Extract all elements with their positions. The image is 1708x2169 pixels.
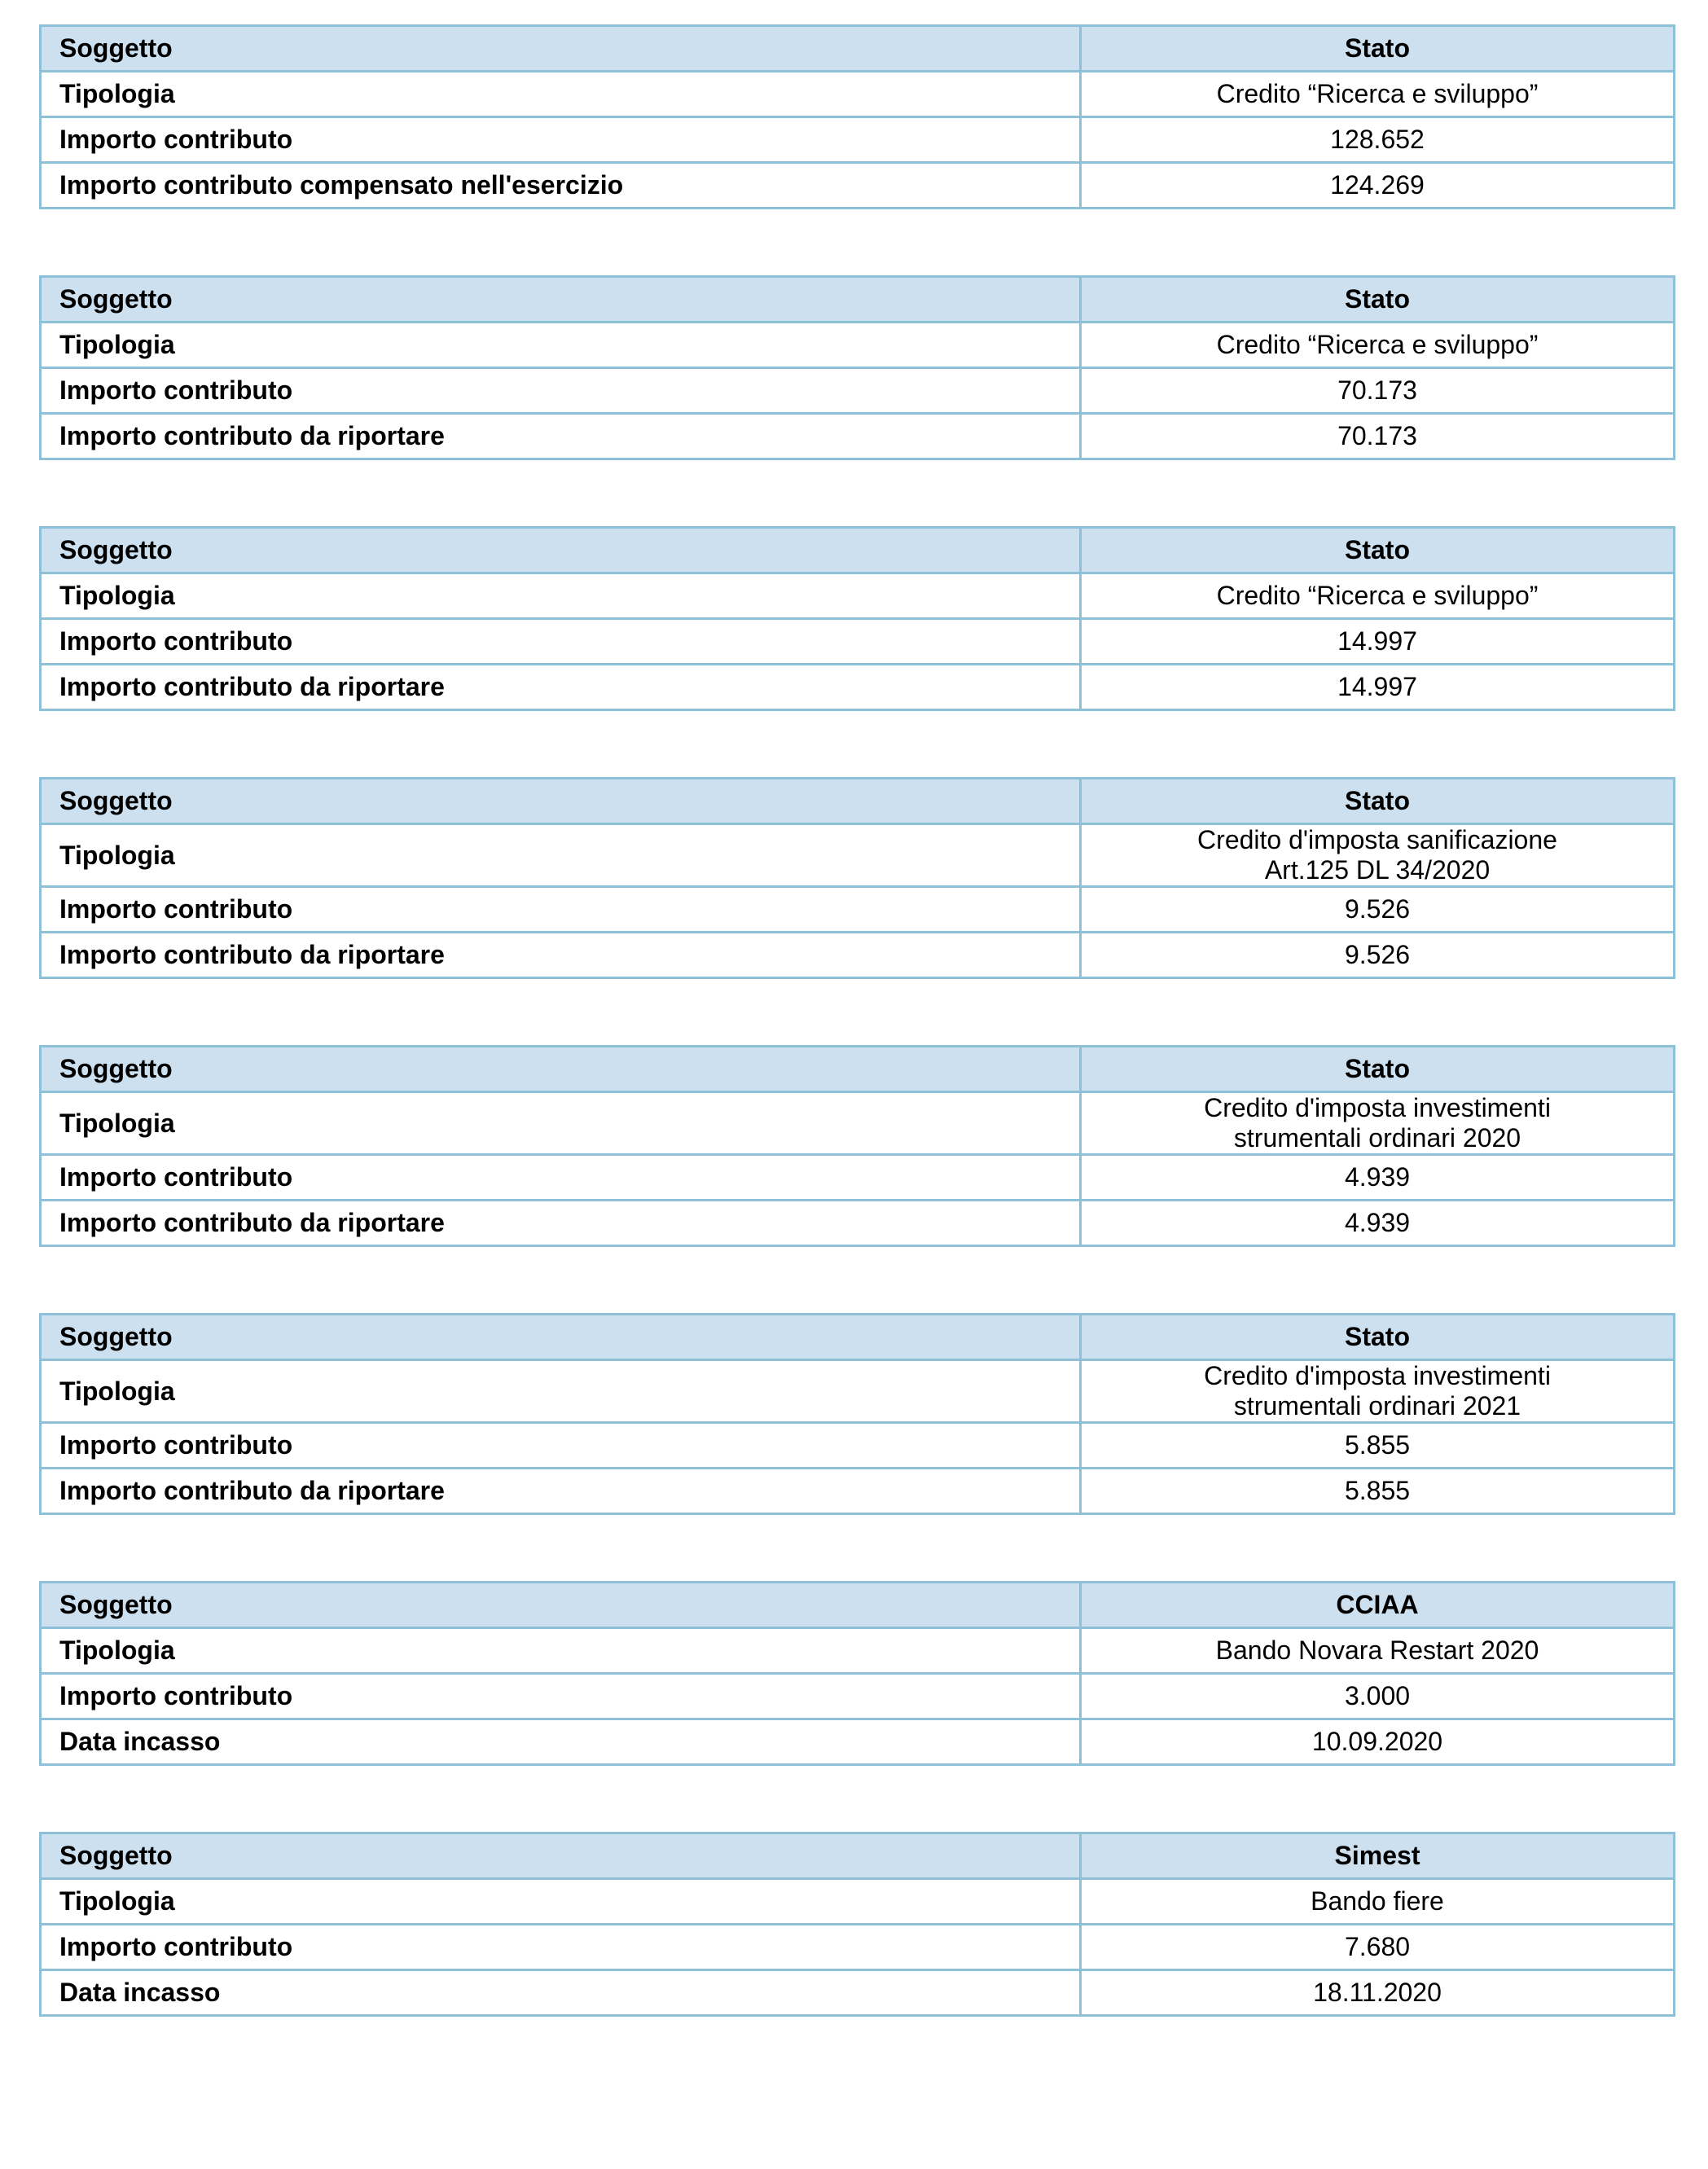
importo-label: Importo contributo <box>41 117 1081 163</box>
soggetto-label: Soggetto <box>41 1833 1081 1879</box>
grant-table <box>39 1832 1675 2017</box>
tipologia-line: strumentali ordinari 2020 <box>1233 1123 1521 1153</box>
summary-value: 9.526 <box>1081 933 1675 978</box>
tipologia-line: Credito d'imposta sanificazione <box>1197 825 1557 854</box>
soggetto-value: Stato <box>1081 1047 1675 1092</box>
importo-value: 5.855 <box>1081 1423 1675 1469</box>
summary-label: Importo contributo da riportare <box>41 1201 1081 1246</box>
tipologia-line: Bando fiere <box>1311 1886 1444 1916</box>
tipologia-row <box>41 573 1675 619</box>
grant-table <box>39 24 1675 209</box>
summary-row <box>41 1719 1675 1765</box>
tipologia-row <box>41 824 1675 887</box>
summary-value: 4.939 <box>1081 1201 1675 1246</box>
summary-label: Importo contributo da riportare <box>41 665 1081 710</box>
importo-row <box>41 1674 1675 1719</box>
importo-value: 14.997 <box>1081 619 1675 665</box>
grant-table <box>39 1581 1675 1766</box>
tipologia-line: strumentali ordinari 2021 <box>1233 1391 1521 1420</box>
soggetto-value: Stato <box>1081 779 1675 824</box>
tipologia-value <box>1081 1360 1675 1423</box>
tipologia-value <box>1081 1879 1675 1925</box>
summary-label: Importo contributo da riportare <box>41 414 1081 459</box>
soggetto-row <box>41 26 1675 72</box>
tipologia-label: Tipologia <box>41 1628 1081 1674</box>
tipologia-label: Tipologia <box>41 1879 1081 1925</box>
importo-label: Importo contributo <box>41 1155 1081 1201</box>
importo-value: 9.526 <box>1081 887 1675 933</box>
soggetto-label: Soggetto <box>41 26 1081 72</box>
tipologia-line: Credito d'imposta investimenti <box>1204 1361 1551 1390</box>
soggetto-label: Soggetto <box>41 1583 1081 1628</box>
soggetto-row <box>41 1833 1675 1879</box>
soggetto-value: Stato <box>1081 1315 1675 1360</box>
soggetto-row <box>41 528 1675 573</box>
tipologia-label: Tipologia <box>41 72 1081 117</box>
importo-value: 70.173 <box>1081 368 1675 414</box>
summary-label: Importo contributo compensato nell'esercizio <box>41 163 1081 209</box>
document-page <box>39 24 1673 2017</box>
importo-row <box>41 887 1675 933</box>
grant-table <box>39 1313 1675 1515</box>
importo-value: 4.939 <box>1081 1155 1675 1201</box>
summary-row <box>41 1970 1675 2016</box>
tipologia-row <box>41 323 1675 368</box>
summary-row <box>41 665 1675 710</box>
tipologia-line: Credito d'imposta investimenti <box>1204 1093 1551 1122</box>
soggetto-value: CCIAA <box>1081 1583 1675 1628</box>
grant-table <box>39 526 1675 711</box>
tipologia-label: Tipologia <box>41 323 1081 368</box>
importo-label: Importo contributo <box>41 887 1081 933</box>
tipologia-line: Credito “Ricerca e sviluppo” <box>1216 581 1539 610</box>
summary-label: Importo contributo da riportare <box>41 1469 1081 1514</box>
soggetto-label: Soggetto <box>41 1315 1081 1360</box>
soggetto-row <box>41 779 1675 824</box>
importo-row <box>41 619 1675 665</box>
importo-label: Importo contributo <box>41 1423 1081 1469</box>
summary-value: 70.173 <box>1081 414 1675 459</box>
summary-value: 124.269 <box>1081 163 1675 209</box>
importo-row <box>41 368 1675 414</box>
summary-value: 14.997 <box>1081 665 1675 710</box>
tipologia-value <box>1081 824 1675 887</box>
summary-label: Data incasso <box>41 1970 1081 2016</box>
summary-value: 18.11.2020 <box>1081 1970 1675 2016</box>
importo-value: 7.680 <box>1081 1925 1675 1970</box>
tipologia-value <box>1081 323 1675 368</box>
importo-row <box>41 117 1675 163</box>
summary-value: 5.855 <box>1081 1469 1675 1514</box>
importo-value: 128.652 <box>1081 117 1675 163</box>
importo-row <box>41 1155 1675 1201</box>
summary-label: Data incasso <box>41 1719 1081 1765</box>
grant-table <box>39 777 1675 979</box>
tipologia-label: Tipologia <box>41 824 1081 887</box>
soggetto-value: Stato <box>1081 528 1675 573</box>
importo-label: Importo contributo <box>41 368 1081 414</box>
tipologia-label: Tipologia <box>41 1092 1081 1155</box>
soggetto-row <box>41 1583 1675 1628</box>
tipologia-row <box>41 72 1675 117</box>
importo-label: Importo contributo <box>41 1925 1081 1970</box>
importo-label: Importo contributo <box>41 1674 1081 1719</box>
tipologia-value <box>1081 573 1675 619</box>
tipologia-value <box>1081 72 1675 117</box>
summary-row <box>41 933 1675 978</box>
tipologia-row <box>41 1092 1675 1155</box>
summary-row <box>41 1469 1675 1514</box>
soggetto-label: Soggetto <box>41 779 1081 824</box>
grant-table <box>39 275 1675 460</box>
soggetto-label: Soggetto <box>41 277 1081 323</box>
tipologia-line: Bando Novara Restart 2020 <box>1215 1636 1539 1665</box>
importo-row <box>41 1925 1675 1970</box>
tipologia-row <box>41 1628 1675 1674</box>
tipologia-line: Credito “Ricerca e sviluppo” <box>1216 330 1539 359</box>
tipologia-row <box>41 1360 1675 1423</box>
summary-row <box>41 1201 1675 1246</box>
summary-value: 10.09.2020 <box>1081 1719 1675 1765</box>
grant-table <box>39 1045 1675 1247</box>
soggetto-label: Soggetto <box>41 1047 1081 1092</box>
importo-label: Importo contributo <box>41 619 1081 665</box>
tipologia-value <box>1081 1092 1675 1155</box>
summary-row <box>41 163 1675 209</box>
soggetto-value: Stato <box>1081 277 1675 323</box>
summary-row <box>41 414 1675 459</box>
soggetto-label: Soggetto <box>41 528 1081 573</box>
soggetto-value: Stato <box>1081 26 1675 72</box>
tipologia-label: Tipologia <box>41 1360 1081 1423</box>
soggetto-row <box>41 1047 1675 1092</box>
soggetto-value: Simest <box>1081 1833 1675 1879</box>
summary-label: Importo contributo da riportare <box>41 933 1081 978</box>
soggetto-row <box>41 1315 1675 1360</box>
tipologia-value <box>1081 1628 1675 1674</box>
tipologia-label: Tipologia <box>41 573 1081 619</box>
soggetto-row <box>41 277 1675 323</box>
tipologia-line: Art.125 DL 34/2020 <box>1264 855 1491 885</box>
importo-row <box>41 1423 1675 1469</box>
tipologia-line: Credito “Ricerca e sviluppo” <box>1216 79 1539 108</box>
importo-value: 3.000 <box>1081 1674 1675 1719</box>
tipologia-row <box>41 1879 1675 1925</box>
